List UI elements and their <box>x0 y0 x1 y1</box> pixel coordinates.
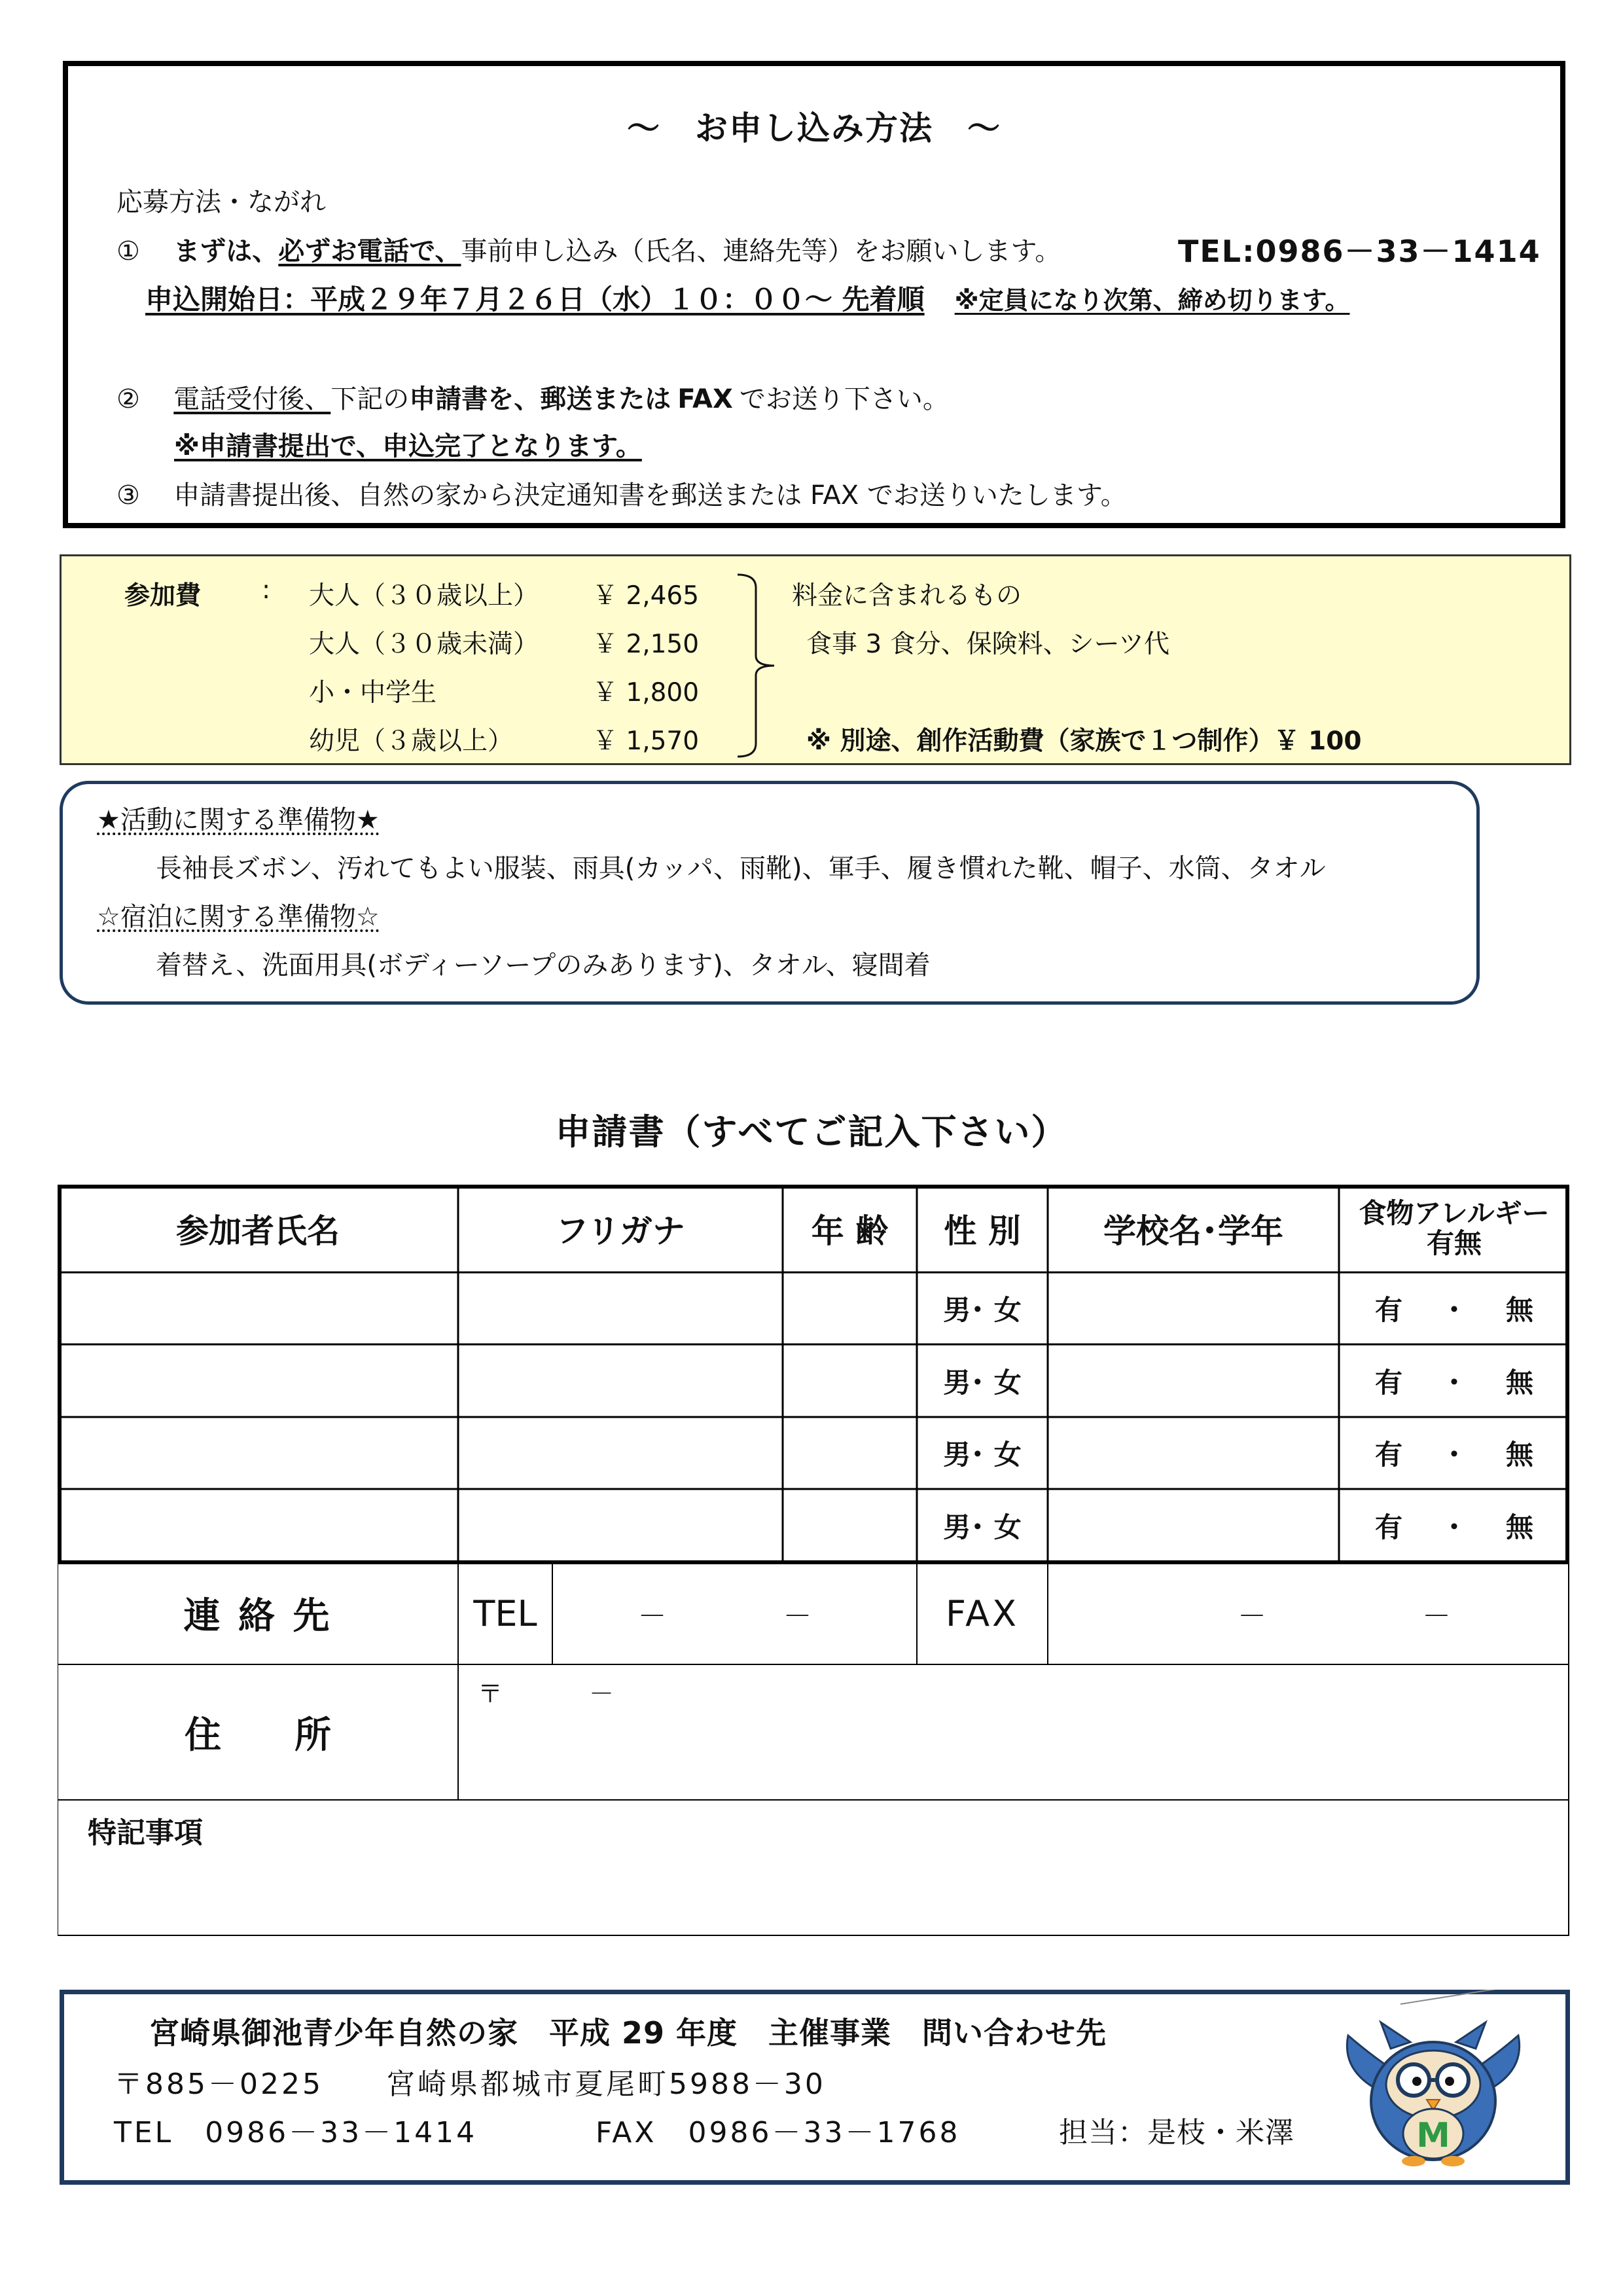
step2-fax: FAX <box>677 384 733 414</box>
step1-number: ① <box>116 236 140 266</box>
allergy-no[interactable]: 無 <box>1506 1294 1534 1326</box>
school-grade-input[interactable] <box>1048 1344 1339 1417</box>
stay-items-title: ☆宿泊に関する準備物☆ <box>97 902 380 932</box>
step1-tel: TEL:0986－33－1414 <box>1178 234 1541 269</box>
step1-lead: まずは、 <box>173 236 279 266</box>
step1-emphasis: 必ずお電話で、 <box>278 236 461 266</box>
activity-items: 長袖長ズボン、汚れてもよい服装、雨具(カッパ、雨靴)、軍手、履き慣れた靴、帽子、水筒、タオル <box>156 853 1326 884</box>
step2-number: ② <box>116 384 140 414</box>
fee-amount: ￥ 2,150 <box>592 630 700 659</box>
step3-line <box>116 475 1127 512</box>
allergy-yes[interactable]: 有 <box>1374 1511 1402 1543</box>
allergy-choice[interactable] <box>1339 1489 1569 1562</box>
allergy-no[interactable]: 無 <box>1506 1439 1534 1471</box>
header-allergy-line1: 食物アレルギー <box>1359 1196 1550 1229</box>
owl-mascot-icon <box>1335 1990 1531 2176</box>
fax-input[interactable]: － － <box>1238 1600 1484 1633</box>
fee-label: 参加費 <box>124 581 202 611</box>
fee-category: 大人（３０歳未満） <box>309 630 539 659</box>
fee-category: 小・中学生 <box>309 678 437 708</box>
contact-fax: FAX 0986－33－1768 <box>596 2116 961 2149</box>
participant-furigana-input[interactable] <box>458 1489 783 1562</box>
included-title: 料金に含まれるもの <box>792 581 1022 611</box>
header-allergy-line2: 有無 <box>1426 1227 1482 1259</box>
allergy-separator: ・ <box>1440 1511 1468 1543</box>
application-form-table <box>58 1185 1569 1936</box>
participant-age-input[interactable] <box>783 1344 917 1417</box>
contact-label: 連 絡 先 <box>183 1595 332 1638</box>
fee-amount: ￥ 1,570 <box>592 726 700 756</box>
allergy-separator: ・ <box>1440 1366 1468 1399</box>
flow-label: 応募方法・ながれ <box>116 187 326 217</box>
tel-input[interactable]: － － <box>637 1600 832 1633</box>
contact-address: 〒885－0225 宮崎県都城市夏尾町5988－30 <box>114 2068 826 2101</box>
allergy-choice[interactable] <box>1339 1417 1569 1489</box>
header-food-allergy <box>1339 1185 1569 1272</box>
start-line <box>145 278 1350 317</box>
gender-choice[interactable]: 男･ 女 <box>943 1511 1022 1543</box>
participant-age-input[interactable] <box>783 1417 917 1489</box>
school-grade-input[interactable] <box>1048 1489 1339 1562</box>
fax-label: FAX <box>945 1592 1020 1634</box>
gender-choice[interactable]: 男･ 女 <box>943 1439 1022 1471</box>
step2-bold: 申請書を、郵送または <box>409 384 671 414</box>
participant-age-input[interactable] <box>783 1489 917 1562</box>
participant-furigana-input[interactable] <box>458 1344 783 1417</box>
header-age: 年 齢 <box>811 1212 889 1250</box>
fee-category: 大人（３０歳以上） <box>309 581 539 611</box>
step3-number: ③ <box>116 480 140 511</box>
step2-lead: 電話受付後、 <box>173 384 331 414</box>
gender-choice[interactable]: 男･ 女 <box>943 1366 1022 1399</box>
allergy-separator: ・ <box>1440 1439 1468 1471</box>
step3-text: 申請書提出後、自然の家から決定通知書を郵送または FAX でお送りいたします。 <box>173 480 1127 511</box>
step2-subnote: ※申請書提出で、申込完了となります。 <box>174 431 642 461</box>
participant-name-input[interactable] <box>58 1417 458 1489</box>
allergy-no[interactable]: 無 <box>1506 1511 1534 1543</box>
fee-amount: ￥ 1,800 <box>592 678 700 708</box>
start-date: 申込開始日：平成２９年７月２６日（水）１０：００～ 先着順 <box>145 283 925 315</box>
step1-text: 事前申し込み（氏名、連絡先等）をお願いします。 <box>461 236 1061 266</box>
allergy-choice[interactable] <box>1339 1344 1569 1417</box>
address-input[interactable] <box>458 1664 1569 1800</box>
allergy-choice[interactable] <box>1339 1272 1569 1344</box>
fee-amount: ￥ 2,465 <box>592 581 700 611</box>
notes-input[interactable] <box>58 1800 1569 1935</box>
participant-name-input[interactable] <box>58 1489 458 1562</box>
notes-label: 特記事項 <box>88 1816 203 1850</box>
included-items: 食事 3 食分、保険料、シーツ代 <box>806 630 1170 659</box>
form-title: 申請書（すべてご記入下さい） <box>555 1111 1068 1153</box>
method-title: ～ お申し込み方法 ～ <box>627 109 1001 147</box>
step2-line <box>116 378 949 416</box>
school-grade-input[interactable] <box>1048 1272 1339 1344</box>
contact-title: 宮崎県御池青少年自然の家 平成 29 年度 主催事業 問い合わせ先 <box>149 2015 1107 2051</box>
header-furigana: フリガナ <box>556 1212 685 1250</box>
step1-line <box>116 230 1061 268</box>
allergy-yes[interactable]: 有 <box>1374 1439 1402 1471</box>
fee-brace <box>736 572 789 759</box>
allergy-no[interactable]: 無 <box>1506 1366 1534 1399</box>
header-gender: 性 別 <box>944 1212 1021 1250</box>
participant-name-input[interactable] <box>58 1344 458 1417</box>
step2-text-a: 下記の <box>330 384 410 414</box>
postal-dash: － <box>589 1679 615 1708</box>
school-grade-input[interactable] <box>1048 1417 1339 1489</box>
contact-tel: TEL 0986－33－1414 <box>114 2116 478 2149</box>
gender-choice[interactable]: 男･ 女 <box>943 1294 1022 1326</box>
stay-items: 着替え、洗面用具(ボディーソープのみあります)、タオル、寝間着 <box>156 950 931 980</box>
address-label: 住 所 <box>185 1713 331 1757</box>
participant-name-input[interactable] <box>58 1272 458 1344</box>
participant-furigana-input[interactable] <box>458 1272 783 1344</box>
participant-age-input[interactable] <box>783 1272 917 1344</box>
allergy-yes[interactable]: 有 <box>1374 1366 1402 1399</box>
postal-mark: 〒 <box>478 1679 503 1708</box>
header-school-grade: 学校名･学年 <box>1103 1212 1283 1250</box>
activity-items-title: ★活動に関する準備物★ <box>97 805 380 835</box>
extra-fee-note: ※ 別途、創作活動費（家族で１つ制作）￥ 100 <box>806 726 1362 756</box>
participant-furigana-input[interactable] <box>458 1417 783 1489</box>
start-note: ※定員になり次第、締め切ります。 <box>954 286 1350 315</box>
allergy-separator: ・ <box>1440 1294 1468 1326</box>
fee-colon: : <box>262 575 271 605</box>
tel-label: TEL <box>473 1592 537 1634</box>
step2-text-b: でお送り下さい。 <box>739 384 949 414</box>
allergy-yes[interactable]: 有 <box>1374 1294 1402 1326</box>
header-participant-name: 参加者氏名 <box>176 1212 340 1250</box>
fee-category: 幼児（３歳以上） <box>309 726 514 756</box>
contact-person: 担当：是枝・米澤 <box>1059 2116 1294 2149</box>
mascot-letter: M <box>1416 2116 1450 2155</box>
